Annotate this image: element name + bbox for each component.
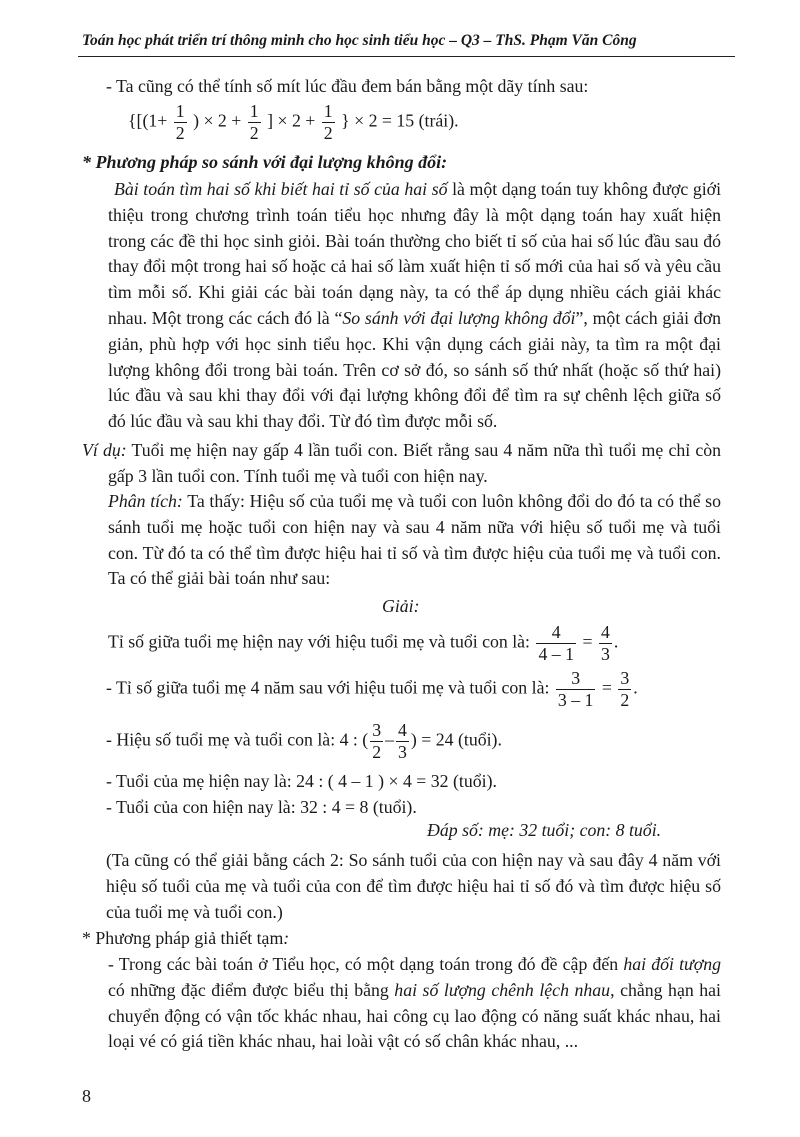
analysis-label: Phân tích: [108,491,183,511]
solution-step-1: Tỉ số giữa tuổi mẹ hiện nay với hiệu tuổi mẹ và tuổi con là: $\frac{4}{4 - 1}$ = $\frac{4}{3}$ . [108,622,619,664]
example-paragraph: Ví dụ: Tuổi mẹ hiện nay gấp 4 lần tuổi con. Biết rằng sau 4 năm nữa thì tuổi mẹ chỉ còn gấp 3 lần tuổi con. Tính tuổi mẹ và tuổi con hiện nay. [82,440,721,486]
analysis-paragraph: Phân tích: Ta thấy: Hiệu số của tuổi mẹ và tuổi con luôn không đổi do đó ta có thể so sánh tuổi mẹ hoặc tuổi con hiện nay và sau 4 năm nữa với hiệu số tuổi mẹ và tuổi con. Từ đó ta có thể tìm được hiệu hai tỉ số và tìm được hiệu của tuổi mẹ và tuổi con. Ta có thể giải bài toán như sau: [108,491,721,589]
method2-heading: * Phương pháp giả thiết tạm: [82,928,290,948]
running-header: Toán học phát triển trí thông minh cho học sinh tiểu học – Q3 – ThS. Phạm Văn Công [82,32,637,49]
answer: Đáp số: mẹ: 32 tuổi; con: 8 tuổi. [427,820,662,840]
fraction-half: $\frac{1}{2}$ [323,101,333,143]
alternative-note: (Ta cũng có thể giải bằng cách 2: So sánh tuổi của con hiện nay và sau đây 4 năm với hiệu số tuổi của mẹ và tuổi của con để tìm được hiệu hai tỉ số đó và tìm được hiệu số của tuổi mẹ và tuổi con.) [106,850,721,922]
fraction-half: $\frac{1}{2}$ [249,101,259,143]
solution-label: Giải: [382,596,420,616]
intro-line: - Ta cũng có thể tính số mít lúc đầu đem bán bằng một dãy tính sau: [106,76,589,96]
solution-step-5: - Tuổi của con hiện nay là: 32 : 4 = 8 (tuổi). [106,797,417,817]
solution-step-2: - Tỉ số giữa tuổi mẹ 4 năm sau với hiệu tuổi mẹ và tuổi con là: $\frac{3}{3 - 1}$ = $\frac{3}{2}$ . [106,668,638,710]
method2-paragraph: - Trong các bài toán ở Tiểu học, có một dạng toán trong đó đề cập đến hai đối tượng có những đặc điểm được biểu thị bằng hai số lượng chênh lệch nhau, chẳng hạn hai chuyển động có vận tốc khác nhau, hai công cụ lao động có năng suất khác nhau, hai loại vé có giá tiền khác nhau, hai loài vật có số chân khác nhau, ... [108,954,721,1052]
method1-heading: * Phương pháp so sánh với đại lượng không đổi: [82,152,448,172]
page-number: 8 [82,1086,91,1106]
method1-paragraph: Bài toán tìm hai số khi biết hai tỉ số của hai số là một dạng toán tuy không được giới thiệu trong chương trình toán tiểu học nhưng đây là một dạng toán hay xuất hiện trong các đề thi học sinh giỏi. Bài toán thường cho biết tỉ số của hai số lúc đầu sau đó thay đổi một trong hai số hoặc cả hai số làm xuất hiện tỉ số mới của hai số và yêu cầu tìm mỗi số. Khi giải các bài toán dạng này, ta có thể áp dụng nhiều cách giải khác nhau. Một trong các cách đó là “So sánh với đại lượng không đổi”, một cách giải đơn giản, phù hợp với học sinh tiểu học. Khi vận dụng cách giải này, ta tìm ra một đại lượng không đổi trong bài toán. Trên cơ sở đó, so sánh số thứ nhất (hoặc số thứ hai) lúc đầu và sau khi thay đổi với đại lượng không đổi để tìm ra sự chênh lệch giữa số đó lúc đầu và sau khi thay đổi. Từ đó tìm được mỗi số. [108,179,722,432]
header-rule [78,56,735,57]
fraction-half: $\frac{1}{2}$ [175,101,185,143]
intro-expression: {[(1+ $\frac{1}{2}$ ) × 2 + $\frac{1}{2}$ ] × 2 + $\frac{1}{2}$ } × 2 = 15 (trái). [128,101,459,143]
example-label: Ví dụ: [82,440,127,460]
solution-step-4: - Tuổi của mẹ hiện nay là: 24 : ( 4 – 1 ) × 4 = 32 (tuổi). [106,771,497,791]
solution-step-3: - Hiệu số tuổi mẹ và tuổi con là: 4 : ( $\frac{3}{2}$ – $\frac{4}{3}$ ) = 24 (tuổi). [106,720,502,762]
